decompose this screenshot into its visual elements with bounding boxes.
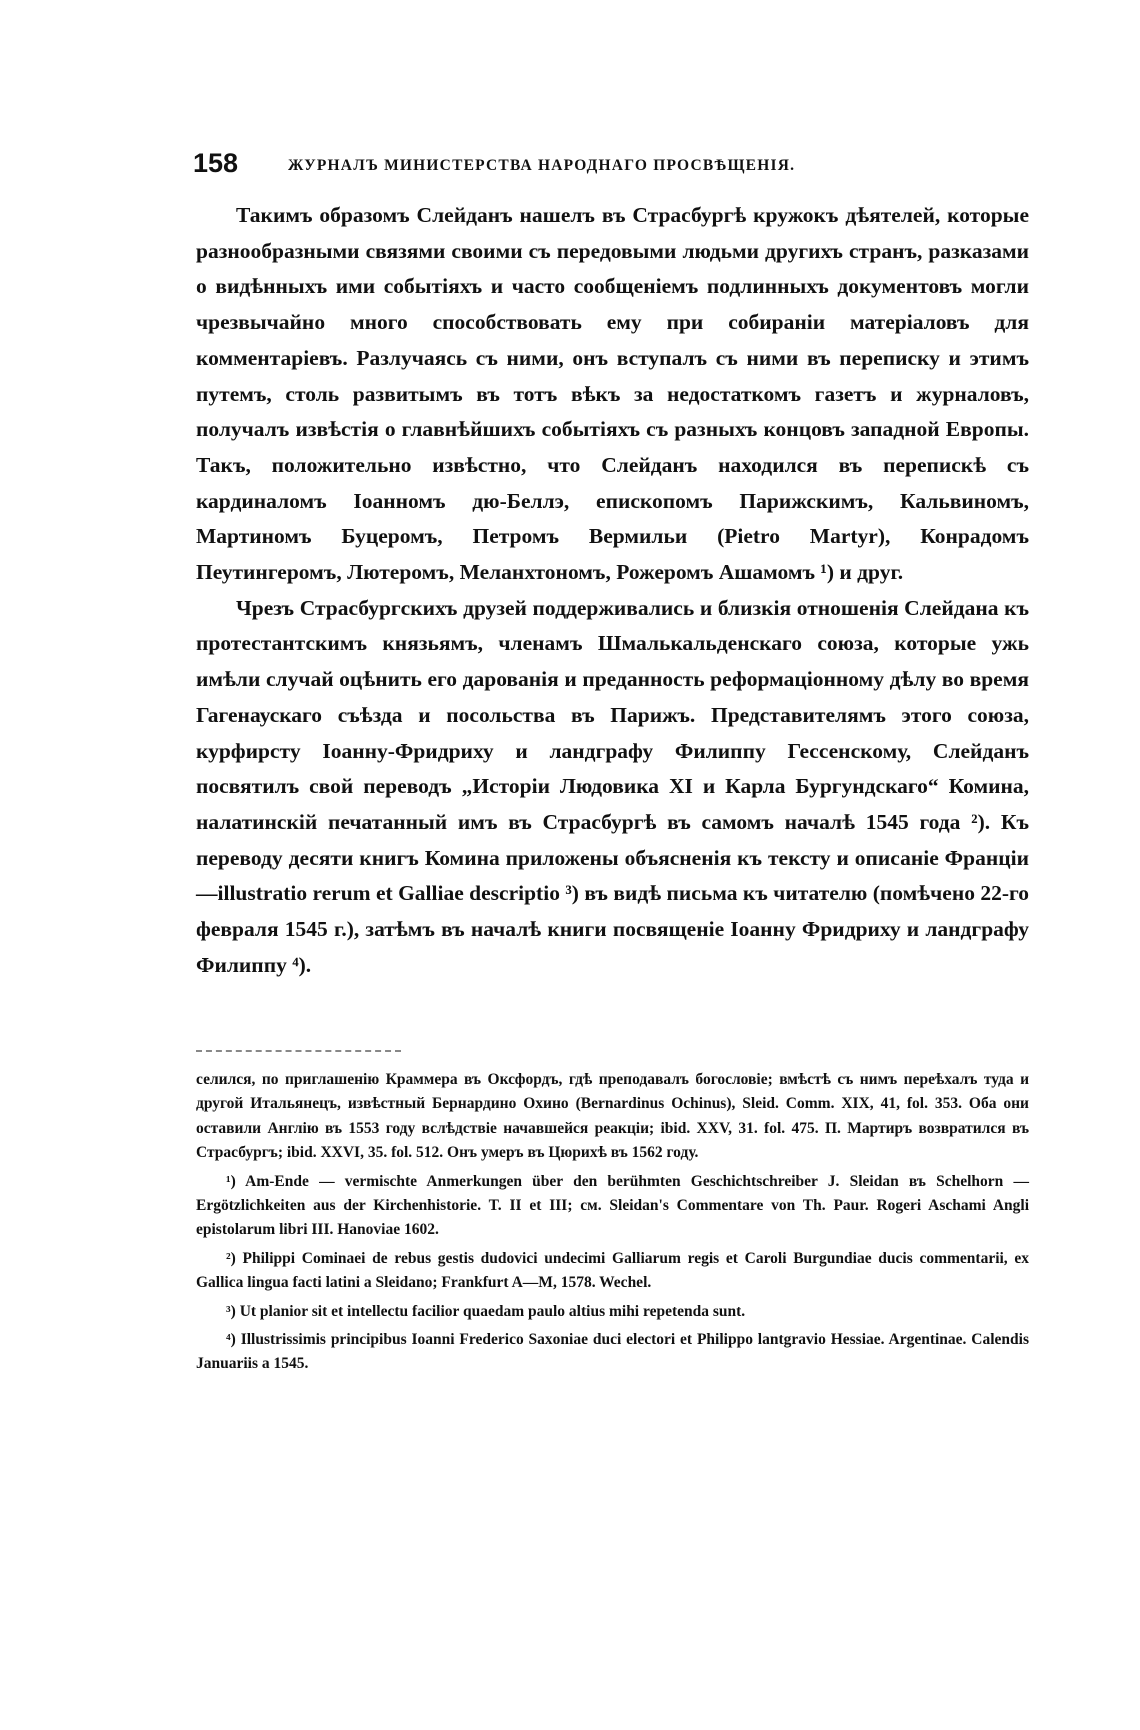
footnote-text: Am-Ende — vermischte Anmerkungen über den berühmten Geschichtschreiber J. Sleidan въ Schelhorn — Ergötzlichkeiten aus der Kirchenhistorie. T. II et III; см. Sleidan's Commentare von Th. Paur. Rogeri Aschami Angli epistolarum libri III. Hanoviae 1602. <box>196 1172 1029 1239</box>
running-title: ЖУРНАЛЪ МИНИСТЕРСТВА НАРОДНАГО ПРОСВѢЩЕНІЯ. <box>288 157 796 174</box>
footnote-text: Ut planior sit et intellectu facilior quaedam paulo altius mihi repetenda sunt. <box>239 1302 746 1320</box>
footnote-text: Illustrissimis principibus Ioanni Frederico Saxoniae duci electori et Philippo lantgravio Hessiae. Argentinae. Calendis Januariis a 1545. <box>196 1331 1030 1373</box>
footnotes <box>196 1068 1029 1381</box>
main-text <box>196 198 1029 983</box>
page-header <box>193 148 953 188</box>
footnote-marker: ²) <box>226 1249 236 1267</box>
footnote-marker: ⁴) <box>226 1331 236 1349</box>
footnote-separator <box>196 1050 401 1052</box>
page-number: 158 <box>193 148 239 178</box>
footnote <box>196 1247 1029 1296</box>
paragraph: Чрезъ Страсбургскихъ друзей поддерживались и близкія отношенія Слейдана къ протестантскимъ князьямъ, членамъ Шмалькальденскаго союза, которые ужь имѣли случай оцѣнить его дарованія и преданность реформаціонному дѣлу во время Гагенаускаго съѣзда и посольства въ Парижъ. Представителямъ этого союза, курфирсту Іоанну-Фридриху и ландграфу Филиппу Гессенскому, Слейданъ посвятилъ свой переводъ „Исторіи Людовика XI и Карла Бургундскаго“ Комина, налатинскій печатанный имъ въ Страсбургѣ въ самомъ началѣ 1545 года ²). Къ переводу десяти книгъ Комина приложены объясненія къ тексту и описаніе Франціи—illustratio rerum et Galliae descriptio ³) въ видѣ письма къ читателю (помѣчено 22-го февраля 1545 г.), затѣмъ въ началѣ книги посвященіе Іоанну Фридриху и ландграфу Филиппу ⁴). <box>196 595 1029 977</box>
footnote <box>196 1328 1029 1377</box>
footnote <box>196 1300 1029 1324</box>
footnote-text: Philippi Cominaei de rebus gestis dudovici undecimi Galliarum regis et Caroli Burgundiae ducis commentarii, ex Gallica lingua facti latini a Sleidano; Frankfurt A—M, 1578. Wechel. <box>196 1249 1030 1292</box>
footnote <box>196 1170 1029 1243</box>
paragraph: Такимъ образомъ Слейданъ нашелъ въ Страсбургѣ кружокъ дѣятелей, которые разнообразными связями своими съ передовыми людьми другихъ странъ, разказами о видѣнныхъ ими событіяхъ и часто сообщеніемъ подлинныхъ документовъ могли чрезвычайно много способствовать ему при собираніи матеріаловъ для комментаріевъ. Разлучаясь съ ними, онъ вступалъ съ ними въ переписку и этимъ путемъ, столь развитымъ въ тотъ вѣкъ за недостаткомъ газетъ и журналовъ, получалъ извѣстія о главнѣйшихъ событіяхъ съ разныхъ концовъ западной Европы. Такъ, положительно извѣстно, что Слейданъ находился въ перепискѣ съ кардиналомъ Іоанномъ дю-Беллэ, епископомъ Парижскимъ, Кальвиномъ, Мартиномъ Буцеромъ, Петромъ Вермильи (Pietro Martyr), Конрадомъ Пеутингеромъ, Лютеромъ, Меланхтономъ, Рожеромъ Ашамомъ ¹) и друг. <box>196 203 1029 585</box>
footnote-marker: ³) <box>226 1302 236 1320</box>
footnote-continuation: селился, по приглашенію Краммера въ Оксфордъ, гдѣ преподавалъ богословіе; вмѣстѣ съ нимъ переѣхалъ туда и другой Итальянецъ, извѣстный Бернардино Охино (Bernardinus Ochinus), Sleid. Comm. XIX, 41, fol. 353. Оба они оставили Англію въ 1553 году вслѣдствіе начавшейся реакціи; ibid. XXV, 31. fol. 475. П. Мартиръ возвратился въ Страсбургъ; ibid. XXVI, 35. fol. 512. Онъ умеръ въ Цюрихѣ въ 1562 году. <box>196 1071 1029 1162</box>
footnote-marker: ¹) <box>226 1172 236 1190</box>
